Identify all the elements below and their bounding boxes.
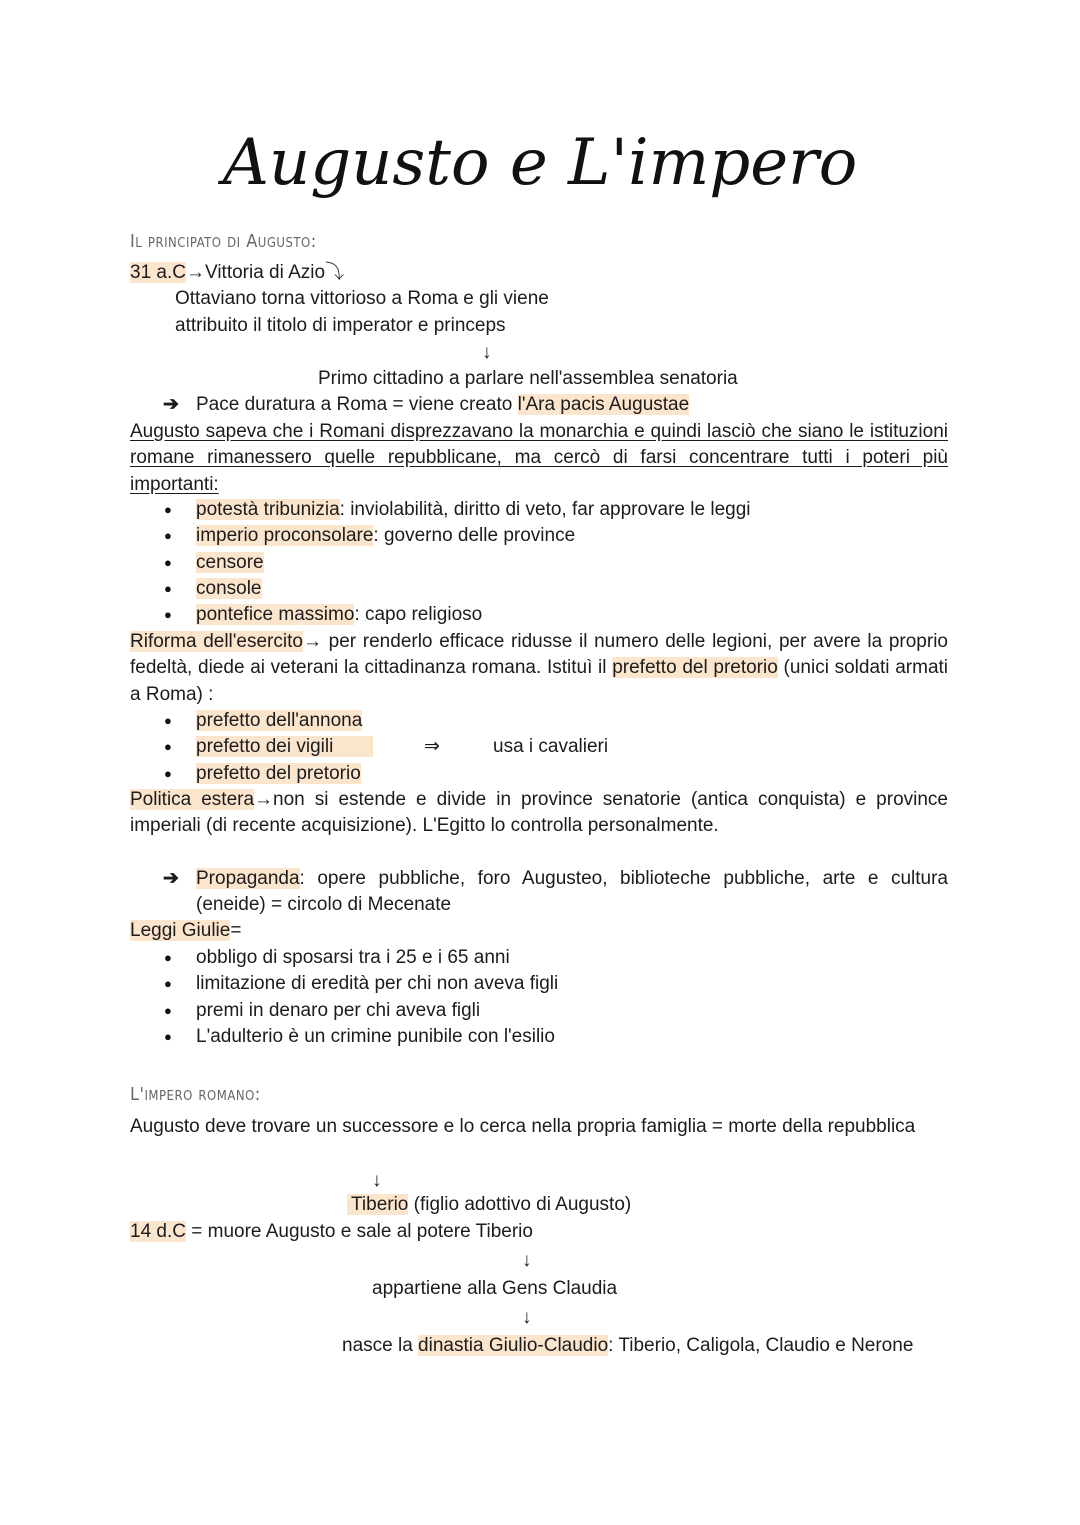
date-highlight: 31 a.C <box>130 262 186 283</box>
riforma-paragraph <box>130 629 948 708</box>
down-arrow-icon: ↓ <box>372 1170 382 1191</box>
down-arrow-icon: ↓ <box>522 1250 532 1271</box>
list-item: ● L'adulterio è un crimine punibile con l'esilio <box>130 1024 558 1050</box>
poteri-list <box>130 497 751 628</box>
leggi-eq: = <box>230 920 242 941</box>
gens-line: appartiene alla Gens Claudia <box>372 1278 618 1299</box>
ottaviano-line-1: Ottaviano torna vittorioso a Roma e gli viene <box>175 288 549 309</box>
potere-term: console <box>196 577 262 599</box>
ara-pacis-highlight: l'Ara pacis Augustae <box>517 394 690 415</box>
date-text: →Vittoria di Azio⤵ <box>185 262 345 283</box>
prefetto-term: prefetto dell'annona <box>196 710 363 731</box>
list-item: ● limitazione di eredità per chi non aveva figli <box>130 971 558 997</box>
dinastia-post: : Tiberio, Caligola, Claudio e Nerone <box>608 1335 914 1356</box>
prefetti-list <box>130 708 373 787</box>
cavalieri-text: usa i cavalieri <box>493 736 609 757</box>
prefetto-pretorio-term: prefetto del pretorio <box>612 657 778 679</box>
list-item: ● premi in denaro per chi aveva figli <box>130 998 558 1024</box>
pace-line <box>196 392 689 418</box>
down-arrow-icon: ↓ <box>482 342 492 363</box>
potere-desc: : governo delle province <box>373 525 576 547</box>
arrow-bullet-icon: ➔ <box>163 868 179 889</box>
politica-text: →non si estende e divide in province senatorie (antica conquista) e province imperiali (di recente acquisizione). L'Egitto lo controlla personalmente. <box>130 789 948 837</box>
anno-date: 14 d.C <box>130 1221 186 1242</box>
list-item <box>130 708 373 734</box>
prefetto-term: prefetto dei vigili <box>196 736 373 757</box>
tiberio-text: (figlio adottivo di Augusto) <box>408 1194 632 1215</box>
politica-paragraph <box>130 787 948 840</box>
augusto-paragraph: Augusto sapeva che i Romani disprezzavano la monarchia e quindi lasciò che siano le istituzioni romane rimanessero quelle repubblicane, ma cercò di farsi concentrare tutti i poteri più importanti: <box>130 421 948 495</box>
list-item <box>130 761 373 787</box>
potere-term: censore <box>196 551 264 573</box>
list-item <box>130 576 751 602</box>
arrow-bullet-icon: ➔ <box>163 394 179 415</box>
potere-term: imperio proconsolare <box>196 525 374 547</box>
propaganda-term: Propaganda <box>196 868 300 889</box>
potere-term: potestà tribunizia <box>196 499 340 520</box>
propaganda-paragraph <box>196 866 948 919</box>
successore-paragraph: Augusto deve trovare un successore e lo cerca nella propria famiglia = morte della repubblica <box>130 1116 916 1137</box>
politica-term: Politica estera <box>130 789 255 810</box>
propaganda-text: : opere pubbliche, foro Augusteo, biblioteche pubbliche, arte e cultura (eneide) = circolo di Mecenate <box>196 868 948 916</box>
riforma-term: Riforma dell'esercito <box>130 631 303 652</box>
list-item <box>130 734 373 760</box>
page-title: Augusto e L'impero <box>222 126 858 200</box>
tiberio-line <box>347 1192 631 1218</box>
section-heading-impero: L'impero romano: <box>130 1084 261 1105</box>
potere-term: pontefice massimo <box>196 604 355 626</box>
dinastia-term: dinastia Giulio-Claudio <box>418 1335 609 1356</box>
leggi-term: Leggi Giulie <box>130 920 231 941</box>
ottaviano-line-2: attribuito il titolo di imperator e princeps <box>175 315 506 336</box>
pace-text: Pace duratura a Roma = viene creato <box>196 394 518 415</box>
leggi-list <box>130 945 558 1050</box>
list-item <box>130 523 751 549</box>
prefetto-term: prefetto del pretorio <box>196 762 361 784</box>
list-item <box>130 550 751 576</box>
riforma-text: → per renderlo efficace ridusse il numero delle legioni, per avere la proprio fedeltà, diede ai veterani la cittadinanza romana. Istituì il <box>130 631 948 679</box>
potere-desc: : inviolabilità, diritto di veto, far approvare le leggi <box>339 499 751 520</box>
anno-text: = muore Augusto e sale al potere Tiberio <box>185 1221 533 1242</box>
primo-cittadino: Primo cittadino a parlare nell'assemblea senatoria <box>318 368 738 389</box>
potere-desc: : capo religioso <box>354 604 483 626</box>
riforma-text-2: (unici soldati armati a Roma) : <box>130 657 949 705</box>
date-line <box>130 260 344 286</box>
list-item <box>130 602 751 628</box>
dinastia-pre: nasce la <box>342 1335 419 1356</box>
leggi-heading <box>130 918 241 944</box>
down-arrow-icon: ↓ <box>522 1307 532 1328</box>
implies-arrow-icon: ⇒ <box>424 736 440 757</box>
section-heading-principato: Il principato di Augusto: <box>130 231 317 252</box>
tiberio-term: Tiberio <box>347 1194 408 1215</box>
dinastia-line <box>342 1333 913 1359</box>
anno-line <box>130 1219 533 1245</box>
list-item <box>130 497 751 523</box>
list-item: ● obbligo di sposarsi tra i 25 e i 65 anni <box>130 945 558 971</box>
